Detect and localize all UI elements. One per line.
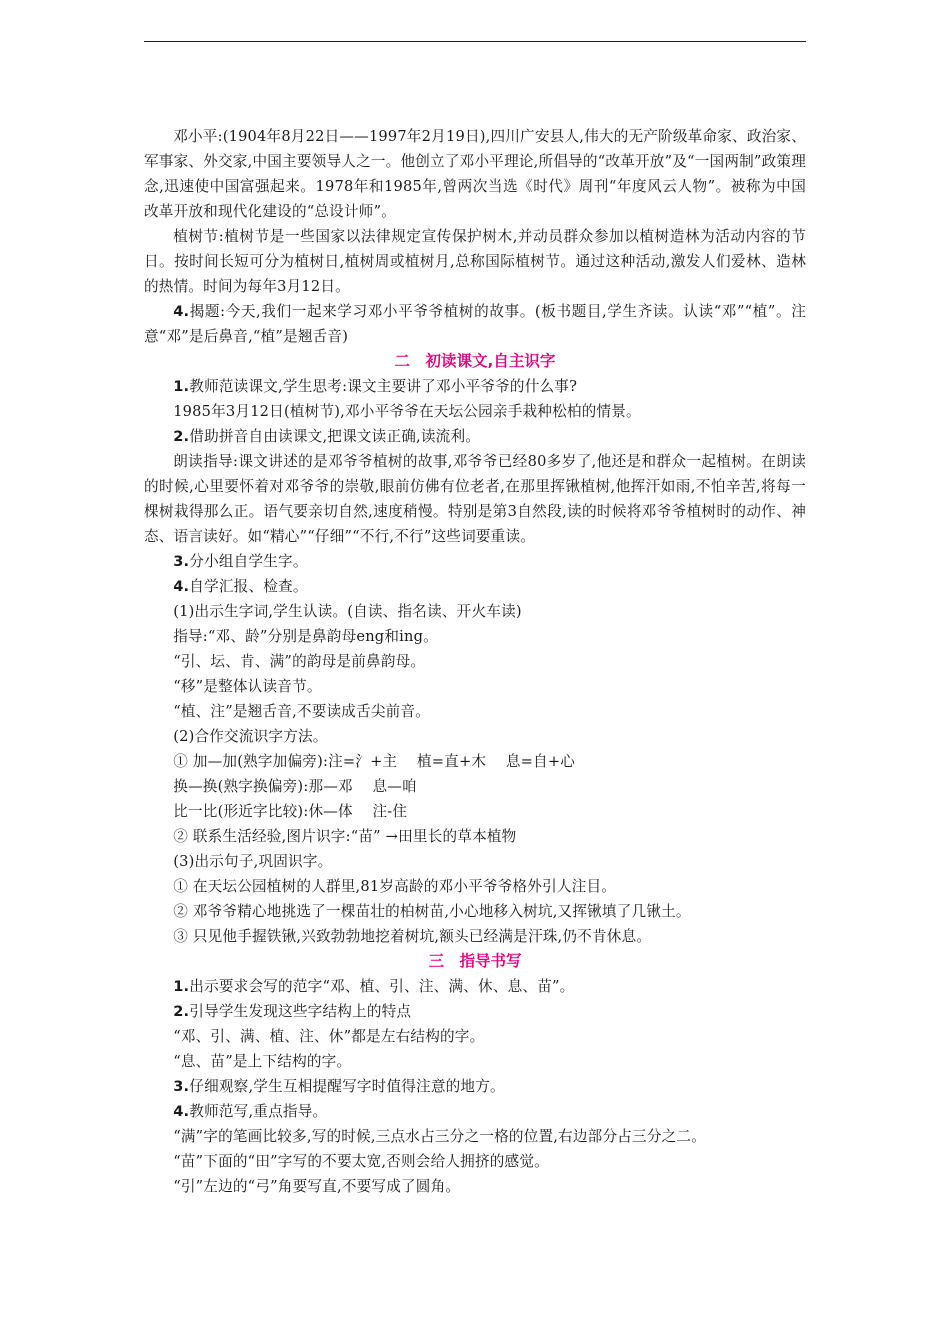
- s2-line: ① 在天坛公园植树的人群里,81岁高龄的邓小平爷爷格外引人注目。: [173, 878, 617, 895]
- s2-step-3: [144, 549, 806, 574]
- step-text: 借助拼音自由读课文,把课文读正确,读流利。: [189, 428, 481, 445]
- s3-step-3: [144, 1074, 806, 1099]
- s2-line: (2)合作交流识字方法。: [173, 728, 328, 745]
- arbor-day-paragraph: 植树节:植树节是一些国家以法律规定宣传保护树木,并动员群众参加以植树造林为活动内容的节日。按时间长短可分为植树日,植树周或植树月,总称国际植树节。通过这种活动,激发人们爱林、造林的热情。时间为每年3月12日。: [144, 228, 806, 295]
- step-text: 揭题:今天,我们一起来学习邓小平爷爷植树的故事。(板书题目,学生齐读。认读“邓”“植”。注意“邓”是后鼻音,“植”是翘舌音): [144, 303, 806, 345]
- s2-line: ② 邓爷爷精心地挑选了一棵苗壮的柏树苗,小心地移入树坑,又挥锹填了几锹土。: [173, 903, 691, 920]
- s3-line: “满”字的笔画比较多,写的时候,三点水占三分之一格的位置,右边部分占三分之二。: [173, 1128, 707, 1145]
- s2-line: 比一比(形近字比较):休—体 注-住: [173, 803, 408, 820]
- step-text: 自学汇报、检查。: [189, 578, 308, 595]
- step-number: 2.: [173, 1003, 190, 1020]
- s2-step-4: [144, 574, 806, 599]
- step-number: 4.: [173, 578, 190, 595]
- s2-line: “植、注”是翘舌音,不要读成舌尖前音。: [173, 703, 431, 720]
- intro-step-4: [144, 299, 806, 349]
- s3-line: “息、苗”是上下结构的字。: [173, 1053, 352, 1070]
- s2-line: (3)出示句子,巩固识字。: [173, 853, 333, 870]
- header-rule: [144, 41, 806, 42]
- step-text: 教师范写,重点指导。: [189, 1103, 328, 1120]
- s2-line: ③ 只见他手握铁锹,兴致勃勃地挖着树坑,额头已经满是汗珠,仍不肯休息。: [173, 928, 652, 945]
- reading-guide-paragraph: 朗读指导:课文讲述的是邓爷爷植树的故事,邓爷爷已经80多岁了,他还是和群众一起植树。在朗读的时候,心里要怀着对邓爷爷的崇敬,眼前仿佛有位老者,在那里挥锹植树,他挥汗如雨,不怕辛苦,将每一棵树栽得那么正。语气要亲切自然,速度稍慢。特别是第3自然段,读的时候将邓爷爷植树时的动作、神态、语言读好。如“精心”“仔细”“不行,不行”这些词要重读。: [144, 453, 806, 545]
- s2-line: 换—换(熟字换偏旁):那—邓 息—咱: [173, 778, 417, 795]
- step-number: 4.: [173, 303, 190, 320]
- step-number: 2.: [173, 428, 190, 445]
- s2-step-1-answer: 1985年3月12日(植树节),邓小平爷爷在天坛公园亲手栽种松柏的情景。: [173, 403, 641, 420]
- s3-line: “引”左边的“弓”角要写直,不要写成了圆角。: [173, 1178, 461, 1195]
- s3-line: “邓、引、满、植、注、休”都是左右结构的字。: [173, 1028, 485, 1045]
- step-number: 4.: [173, 1103, 190, 1120]
- s2-step-2: [144, 424, 806, 449]
- s2-line: ① 加—加(熟字加偏旁):注=氵+主 植=直+木 息=自+心: [173, 753, 576, 770]
- s2-line: “移”是整体认读音节。: [173, 678, 322, 695]
- section-2-heading: 二 初读课文,自主识字: [394, 352, 556, 370]
- step-number: 1.: [173, 378, 190, 395]
- s3-line: “苗”下面的“田”字写的不要太宽,否则会给人拥挤的感觉。: [173, 1153, 549, 1170]
- s2-line: ② 联系生活经验,图片识字:“苗” →田里长的草本植物: [173, 828, 517, 845]
- s2-line: (1)出示生字词,学生认读。(自读、指名读、开火车读): [173, 603, 522, 620]
- step-number: 3.: [173, 1078, 190, 1095]
- s2-line: “引、坛、肯、满”的韵母是前鼻韵母。: [173, 653, 426, 670]
- step-text: 仔细观察,学生互相提醒写字时值得注意的地方。: [189, 1078, 505, 1095]
- step-number: 1.: [173, 978, 190, 995]
- deng-bio-paragraph: 邓小平:(1904年8月22日——1997年2月19日),四川广安县人,伟大的无产阶级革命家、政治家、军事家、外交家,中国主要领导人之一。他创立了邓小平理论,所倡导的“改革开放”及“一国两制”政策理念,迅速使中国富强起来。1978年和1985年,曾两次当选《时代》周刊“年度风云人物”。被称为中国改革开放和现代化建设的“总设计师”。: [144, 128, 806, 220]
- s2-step-1: [144, 374, 806, 399]
- s3-step-4: [144, 1099, 806, 1124]
- step-text: 引导学生发现这些字结构上的特点: [189, 1003, 412, 1020]
- step-number: 3.: [173, 553, 190, 570]
- step-text: 教师范读课文,学生思考:课文主要讲了邓小平爷爷的什么事?: [189, 378, 578, 395]
- section-3-heading: 三 指导书写: [428, 952, 522, 970]
- s3-step-2: [144, 999, 806, 1024]
- step-text: 出示要求会写的范字“邓、植、引、注、满、休、息、苗”。: [189, 978, 575, 995]
- lesson-plan-body: [144, 124, 806, 1199]
- s2-line: 指导:“邓、龄”分别是鼻韵母eng和ing。: [173, 628, 438, 645]
- s3-step-1: [144, 974, 806, 999]
- step-text: 分小组自学生字。: [189, 553, 308, 570]
